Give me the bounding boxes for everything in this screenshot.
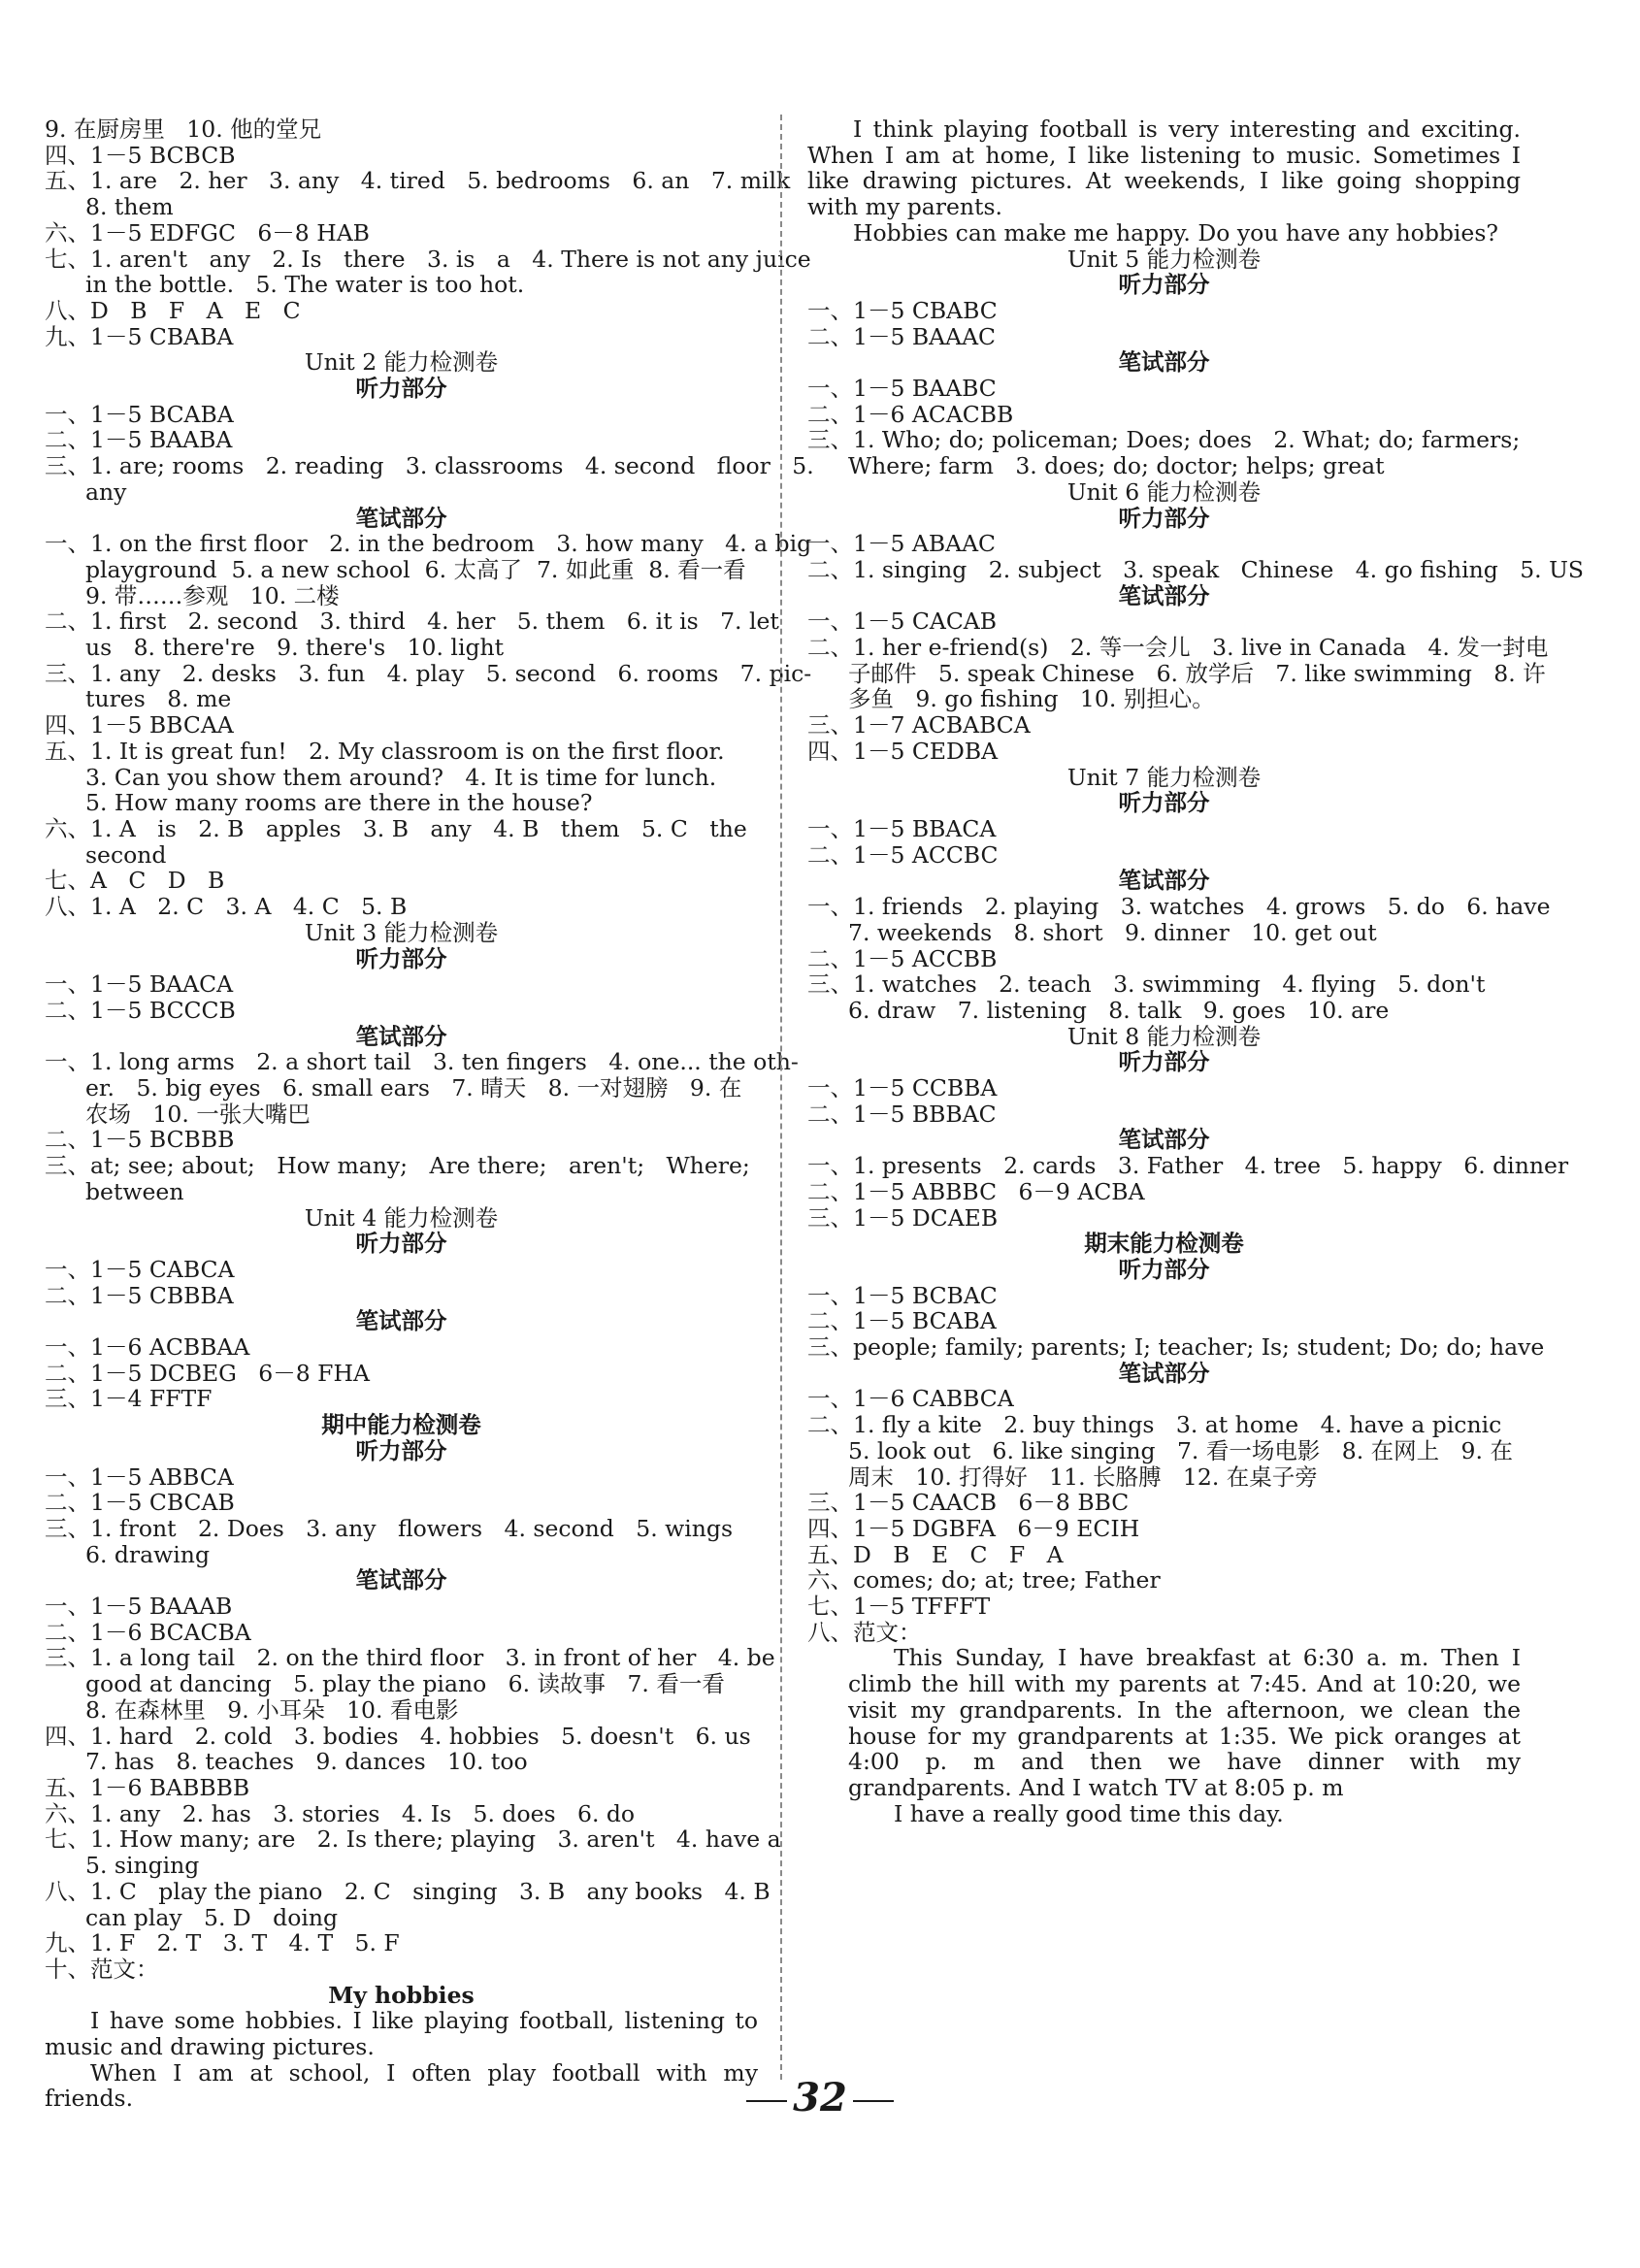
answer-line-continued: 5. look out 6. like singing 7. 看一场电影 8. 在网上 9. 在 (848, 1436, 1513, 1464)
answer-line: 三、1－7 ACBABCA (807, 711, 1031, 740)
answer-line-continued: 6. draw 7. listening 8. talk 9. goes 10. are (848, 996, 1390, 1024)
section-heading: 笔试部分 (1118, 348, 1210, 377)
answer-line-continued: good at dancing 5. play the piano 6. 读故事 7. 看一看 (85, 1670, 725, 1698)
unit-heading: Unit 2 能力检测卷 (304, 348, 499, 377)
section-heading: 听力部分 (355, 944, 447, 972)
essay-paragraph: When I am at school, I often play football with my friends. (45, 2058, 758, 2113)
answer-line: 六、1. any 2. has 3. stories 4. Is 5. does 6. do (45, 1799, 636, 1827)
answer-line-continued: between (85, 1177, 184, 1205)
unit-heading: Unit 7 能力检测卷 (1066, 763, 1262, 791)
answer-line: 三、at; see; about; How many; Are there; aren't; Where; (45, 1152, 750, 1180)
answer-line: 三、1. watches 2. teach 3. swimming 4. flying 5. don't (807, 970, 1486, 999)
answer-line: 二、1. her e-friend(s) 2. 等一会儿 3. live in Canada 4. 发一封电 (807, 634, 1549, 662)
answer-line: 一、1－5 CCBBA (807, 1074, 998, 1102)
section-heading: 笔试部分 (1118, 1359, 1210, 1387)
answer-line: 二、1. fly a kite 2. buy things 3. at home 4. have a picnic (807, 1411, 1502, 1439)
answer-line: 三、1－4 FFTF (45, 1385, 213, 1413)
page-number: 32 (0, 2075, 1640, 2120)
answer-line: 九、1. F 2. T 3. T 4. T 5. F (45, 1929, 400, 1957)
answer-line: 六、comes; do; at; tree; Father (807, 1566, 1161, 1594)
section-heading: 听力部分 (355, 1436, 447, 1464)
answer-line: 二、1－6 BCACBA (45, 1618, 251, 1646)
section-heading: 笔试部分 (355, 1307, 447, 1335)
answer-line: 一、1－5 BAACA (45, 970, 234, 999)
answer-line: 一、1－5 ABBCA (45, 1463, 234, 1491)
answer-line: 一、1. friends 2. playing 3. watches 4. grows 5. do 6. have (807, 893, 1551, 921)
section-heading: 听力部分 (1118, 504, 1210, 532)
section-heading: 笔试部分 (355, 1566, 447, 1594)
answer-line: 五、1. It is great fun! 2. My classroom is on the first floor. (45, 737, 725, 765)
answer-line-continued: Where; farm 3. does; do; doctor; helps; great (848, 452, 1385, 480)
section-heading: 期中能力检测卷 (321, 1411, 481, 1439)
answer-line-continued: playground 5. a new school 6. 太高了 7. 如此重 8. 看一看 (85, 555, 746, 583)
answer-line: 一、1. on the first floor 2. in the bedroom 3. how many 4. a big (45, 530, 812, 558)
answer-line: 二、1－5 CBCAB (45, 1489, 235, 1517)
essay-paragraph: I have a really good time this day. (894, 1799, 1284, 1827)
answer-line: 一、1. long arms 2. a short tail 3. ten fingers 4. one... the oth- (45, 1048, 799, 1076)
answer-column-right (807, 115, 1585, 1827)
answer-line-continued: 7. weekends 8. short 9. dinner 10. get out (848, 918, 1377, 946)
essay-title: My hobbies (328, 1981, 475, 2009)
answer-line: 一、1－5 BAAAB (45, 1593, 233, 1621)
answer-line: 四、1－5 BCBCB (45, 141, 236, 169)
answer-line-continued: 5. singing (85, 1852, 200, 1880)
unit-heading: Unit 4 能力检测卷 (304, 1203, 499, 1232)
answer-line-continued: any (85, 477, 127, 506)
answer-line: 9. 在厨房里 10. 他的堂兄 (45, 115, 322, 143)
section-heading: 笔试部分 (1118, 581, 1210, 609)
answer-line: 四、1－5 CEDBA (807, 737, 999, 765)
answer-line: 二、1. first 2. second 3. third 4. her 5. them 6. it is 7. let (45, 608, 779, 636)
essay-paragraph: I think playing football is very interesting and exciting. When I am at home, I like listening to music. Sometimes I like drawing pictures. At weekends, I like going shopping with my parents. (807, 115, 1521, 221)
answer-line: 七、A C D B (45, 867, 225, 895)
answer-line: 五、1. are 2. her 3. any 4. tired 5. bedrooms 6. an 7. milk (45, 167, 791, 195)
answer-line: 二、1－5 ABBBC 6－9 ACBA (807, 1177, 1145, 1205)
section-heading: 听力部分 (355, 1230, 447, 1258)
answer-line: 一、1. presents 2. cards 3. Father 4. tree 5. happy 6. dinner (807, 1152, 1569, 1180)
answer-line: 一、1－6 ACBBAA (45, 1333, 250, 1362)
answer-line: 四、1. hard 2. cold 3. bodies 4. hobbies 5. doesn't 6. us (45, 1722, 751, 1750)
answer-line: 七、1－5 TFFFT (807, 1593, 991, 1621)
answer-line: 六、1－5 EDFGC 6－8 HAB (45, 218, 370, 247)
answer-line-continued: 7. has 8. teaches 9. dances 10. too (85, 1748, 528, 1776)
essay-paragraph: This Sunday, I have breakfast at 6:30 a. m. Then I climb the hill with my parents at 7:45. And at 10:20, we visit my grandparents. In the afternoon, we clean the house for my grandparents at 1:35. We pick oranges at 4:00 p. m and then we have dinner with my grandparents. And I watch TV at 8:05 p. m (848, 1644, 1521, 1801)
section-heading: 听力部分 (1118, 271, 1210, 299)
answer-line: 八、1. A 2. C 3. A 4. C 5. B (45, 893, 408, 921)
answer-line: 三、1. front 2. Does 3. any flowers 4. second 5. wings (45, 1514, 734, 1542)
answer-line: 八、D B F A E C (45, 296, 301, 324)
section-heading: 笔试部分 (355, 1022, 447, 1050)
answer-line: 二、1－5 ACCBB (807, 944, 998, 972)
answer-line-continued: 多鱼 9. go fishing 10. 别担心。 (848, 685, 1215, 713)
answer-line: 一、1－6 CABBCA (807, 1385, 1014, 1413)
answer-line: 二、1－5 DCBEG 6－8 FHA (45, 1359, 370, 1387)
answer-line-continued: 周末 10. 打得好 11. 长胳膊 12. 在桌子旁 (848, 1463, 1318, 1491)
essay-paragraph: I have some hobbies. I like playing football, listening to music and drawing pictures. (45, 2007, 758, 2061)
column-divider (780, 115, 782, 2080)
unit-heading: Unit 5 能力检测卷 (1066, 245, 1262, 273)
answer-line-continued: in the bottle. 5. The water is too hot. (85, 271, 525, 299)
answer-line-continued: 5. How many rooms are there in the house? (85, 789, 593, 817)
answer-line: 七、1. aren't any 2. Is there 3. is a 4. There is not any juice (45, 245, 811, 273)
section-heading: 听力部分 (355, 375, 447, 403)
answer-line: 二、1. singing 2. subject 3. speak Chinese 4. go fishing 5. US (807, 555, 1585, 583)
answer-line-continued: 子邮件 5. speak Chinese 6. 放学后 7. like swimming 8. 许 (848, 659, 1546, 687)
answer-line-continued: 3. Can you show them around? 4. It is time for lunch. (85, 763, 717, 791)
section-heading: 笔试部分 (1118, 1126, 1210, 1154)
answer-line: 三、people; family; parents; I; teacher; Is; student; Do; do; have (807, 1333, 1545, 1362)
answer-line-continued: can play 5. D doing (85, 1903, 339, 1931)
section-heading: 听力部分 (1118, 1048, 1210, 1076)
answer-line: 一、1－5 CBABC (807, 296, 998, 324)
answer-line: 四、1－5 BBCAA (45, 711, 234, 740)
answer-line-continued: 8. 在森林里 9. 小耳朵 10. 看电影 (85, 1695, 459, 1724)
answer-line: 二、1－5 BCABA (807, 1307, 997, 1335)
answer-line: 一、1－5 BCBAC (807, 1281, 998, 1309)
answer-line: 七、1. How many; are 2. Is there; playing 3. aren't 4. have a (45, 1825, 781, 1854)
section-heading: 笔试部分 (1118, 867, 1210, 895)
answer-line: 十、范文： (45, 1955, 159, 1983)
answer-line: 六、1. A is 2. B apples 3. B any 4. B them 5. C the (45, 814, 747, 842)
essay-paragraph: Hobbies can make me happy. Do you have any hobbies? (853, 218, 1498, 247)
answer-line: 九、1－5 CBABA (45, 322, 234, 350)
answer-line: 八、1. C play the piano 2. C singing 3. B any books 4. B (45, 1877, 771, 1905)
answer-line: 一、1－5 BCABA (45, 400, 234, 428)
section-heading: 听力部分 (1118, 789, 1210, 817)
answer-line-continued: er. 5. big eyes 6. small ears 7. 晴天 8. 一对翅膀 9. 在 (85, 1074, 742, 1102)
answer-line: 四、1－5 DGBFA 6－9 ECIH (807, 1514, 1140, 1542)
answer-line-continued: 8. them (85, 193, 174, 221)
answer-line: 一、1－5 BBACA (807, 814, 997, 842)
answer-line: 二、1－5 BAABA (45, 426, 233, 454)
section-heading: 笔试部分 (355, 504, 447, 532)
answer-line: 三、1. Who; do; policeman; Does; does 2. What; do; farmers; (807, 426, 1521, 454)
answer-line: 三、1. any 2. desks 3. fun 4. play 5. second 6. rooms 7. pic- (45, 659, 812, 687)
answer-line: 三、1－5 DCAEB (807, 1203, 999, 1232)
answer-line-continued: us 8. there're 9. there's 10. light (85, 634, 505, 662)
answer-line-continued: tures 8. me (85, 685, 232, 713)
answer-line: 一、1－5 CACAB (807, 608, 998, 636)
answer-line-continued: 农场 10. 一张大嘴巴 (85, 1100, 311, 1128)
unit-heading: Unit 6 能力检测卷 (1066, 477, 1262, 506)
answer-line: 三、1. a long tail 2. on the third floor 3. in front of her 4. be (45, 1644, 775, 1672)
unit-heading: Unit 8 能力检测卷 (1066, 1022, 1262, 1050)
answer-line: 二、1－5 BCBBB (45, 1126, 235, 1154)
answer-line: 二、1－5 ACCBC (807, 840, 999, 869)
unit-heading: Unit 3 能力检测卷 (304, 918, 499, 946)
answer-line: 二、1－5 BAAAC (807, 322, 997, 350)
answer-line-continued: second (85, 840, 167, 869)
answer-line: 五、D B E C F A (807, 1540, 1064, 1568)
answer-line-continued: 6. drawing (85, 1540, 210, 1568)
answer-line: 二、1－5 CBBBA (45, 1281, 234, 1309)
section-heading: 期末能力检测卷 (1084, 1230, 1244, 1258)
answer-line: 三、1－5 CAACB 6－8 BBC (807, 1489, 1130, 1517)
answer-line: 二、1－6 ACACBB (807, 400, 1014, 428)
answer-line: 一、1－5 CABCA (45, 1255, 235, 1283)
answer-line: 二、1－5 BCCCB (45, 996, 236, 1024)
answer-line: 五、1－6 BABBBB (45, 1774, 250, 1801)
answer-line: 八、范文： (807, 1618, 922, 1646)
section-heading: 听力部分 (1118, 1255, 1210, 1283)
answer-line: 一、1－5 ABAAC (807, 530, 997, 558)
answer-column-left (45, 115, 814, 2113)
answer-line: 二、1－5 BBBAC (807, 1100, 997, 1128)
answer-line: 一、1－5 BAABC (807, 375, 997, 403)
answer-line-continued: 9. 带……参观 10. 二楼 (85, 581, 340, 609)
answer-line: 三、1. are; rooms 2. reading 3. classrooms 4. second floor 5. (45, 452, 814, 480)
